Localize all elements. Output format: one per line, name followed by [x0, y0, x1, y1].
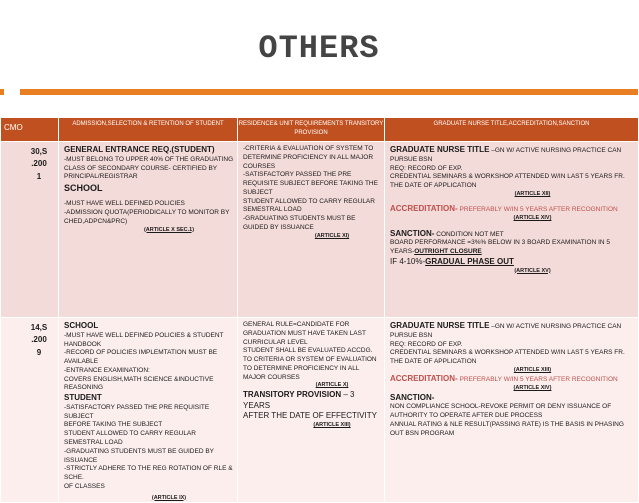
table-header-row	[1, 118, 639, 142]
cell-heading: GENERAL ENTRANCE REQ.(STUDENT)	[64, 145, 215, 154]
cell-subheading: STUDENT	[64, 393, 102, 403]
header-cmo: CMO	[1, 118, 59, 142]
header-residence: RESIDENCE& UNIT REQUIREMENTS TRANSITORY PROVISION	[238, 118, 385, 142]
article-reference: (ARTICLE XIII)	[513, 366, 552, 373]
table-row	[1, 142, 639, 318]
admission-cell: GENERAL ENTRANCE REQ.(STUDENT) -MUST BELONG TO UPPER 40% OF THE GRADUATING CLASS OF SECONDARY COURSE- CERTIFIED BY PRINCIPAL/REGISTRAR SCHOOL -MUST HAVE WELL DEFINED POLICIES -ADMISSION QUOTA(PERIODICALLY TO MONITOR BY CHED,ADPCN&PRC) (ARTICLE X SEC.1)	[59, 142, 238, 318]
sanction-label: SANCTION-	[390, 228, 435, 238]
cell-heading: GRADUATE NURSE TITLE	[390, 145, 490, 154]
accent-rule	[20, 89, 638, 95]
cmo-number: 30,S .200 1	[1, 142, 59, 318]
accent-rule-left	[0, 89, 4, 95]
cell-heading: SCHOOL	[64, 321, 99, 330]
cell-heading: GRADUATE NURSE TITLE	[390, 321, 490, 330]
residence-cell: GENERAL RULE=CANDIDATE FOR GRADUATION MUST HAVE TAKEN LAST CURRICULAR LEVEL STUDENT SHALL BE EVALUATED ACCDG. TO CRITERIA OR SYSTEM OF EVALUATION TO DETERMINE PROFICIENCY IN ALL MAJOR COURSES (ARTICLE X) TRANSITORY PROVISION – 3 YEARS AFTER THE DATE OF EFFECTIVITY (ARTICLE XIII)	[238, 318, 385, 503]
sanction-label: SANCTION-	[390, 392, 435, 402]
article-reference: (ARTICLE XI)	[314, 232, 350, 239]
article-reference: (ARTICLE XIV)	[513, 215, 552, 222]
accreditation-label: ACCREDITATION-	[390, 374, 458, 384]
header-admission: ADMISSION,SELECTION & RETENTION OF STUDENT	[59, 118, 238, 142]
header-graduate-nurse: GRADUATE NURSE TITLE,ACCREDITATION,SANCTION	[385, 118, 639, 142]
cmo-comparison-table	[0, 117, 639, 503]
article-reference: (ARTICLE X)	[315, 382, 349, 389]
page-title: OTHERS	[258, 30, 380, 67]
article-reference: (ARTICLE XII)	[514, 190, 551, 197]
article-reference: (ARTICLE XV)	[514, 267, 551, 274]
table-row	[1, 318, 639, 503]
cmo-number: 14,S .200 9	[1, 318, 59, 503]
article-reference: (ARTICLE XIII)	[313, 422, 351, 429]
article-reference: (ARTICLE X SEC.1)	[143, 226, 195, 233]
accreditation-label: ACCREDITATION-	[390, 204, 458, 214]
graduate-nurse-cell: GRADUATE NURSE TITLE –GN W/ ACTIVE NURSING PRACTICE CAN PURSUE BSN REQ: RECORD OF EXP. CREDENTIAL SEMINARS & WORKSHOP ATTENDED W/IN LAST 5 YEARS FR. THE DATE OF APPLICATION (ARTICLE XIII) ACCREDITATION- PREFERABLY W/IN 5 YEARS AFTER RECOGNITION (ARTICLE XIV) SANCTION- NON COMPLIANCE SCHOOL-REVOKE PERMIT OR DENY ISSUANCE OF AUTHORITY TO OPERATE AFTER DUE PROCESS ANNUAL RATING & NLE RESULT(PASSING RATE) IS THE BASIS IN PHASING OUT BSN PROGRAM	[385, 318, 639, 503]
admission-cell: SCHOOL -MUST HAVE WELL DEFINED POLICIES & STUDENT HANDBOOK -RECORD OF POLICIES IMPLEMTATION MUST BE AVAILABLE -ENTRANCE EXAMINATION: COVERS ENGLISH,MATH SCIENCE &INDUCTIVE REASONING STUDENT -SATISFACTORY PASSED THE PRE REQUISITE SUBJECT BEFORE TAKING THE SUBJECT STUDENT ALLOWED TO CARRY REGULAR SEMESTRAL LOAD -GRADUATING STUDENTS MUST BE GUIDED BY ISSUANCE -STRICTLY ADHERE TO THE REG ROTATION OF RLE & SCHE. OF CLASSES (ARTICLE IX)	[59, 318, 238, 503]
residence-cell: -CRITERIA & EVALUATION OF SYSTEM TO DETERMINE PROFICIENCY IN ALL MAJOR COURSES -SATISFACTORY PASSED THE PRE REQUISITE SUBJECT BEFORE TAKING THE SUBJECT STUDENT ALLOWED TO CARRY REGULAR SEMESTRAL LOAD -GRADUATING STUDENTS MUST BE GUIDED BY ISSUANCE (ARTICLE XI)	[238, 142, 385, 318]
transitory-label: TRANSITORY PROVISION	[243, 389, 342, 399]
article-reference: (ARTICLE IX)	[151, 494, 187, 501]
cell-subheading: SCHOOL	[64, 183, 103, 194]
graduate-nurse-cell: GRADUATE NURSE TITLE –GN W/ ACTIVE NURSING PRACTICE CAN PURSUE BSN REQ: RECORD OF EXP. CREDENTIAL SEMINARS & WORKSHOP ATTENDED W/IN LAST 5 YEARS FR. THE DATE OF APPLICATION (ARTICLE XII) ACCREDITATION- PREFERABLY W/IN 5 YEARS AFTER RECOGNITION (ARTICLE XIV) SANCTION- CONDITION NOT MET BOARD PERFORMANCE =3%% BELOW IN 3 BOARD EXAMINATION IN 5 YEARS-OUTRIGHT CLOSURE IF 4-10%-GRADUAL PHASE OUT (ARTICLE XV)	[385, 142, 639, 318]
article-reference: (ARTICLE XIV)	[513, 385, 552, 392]
